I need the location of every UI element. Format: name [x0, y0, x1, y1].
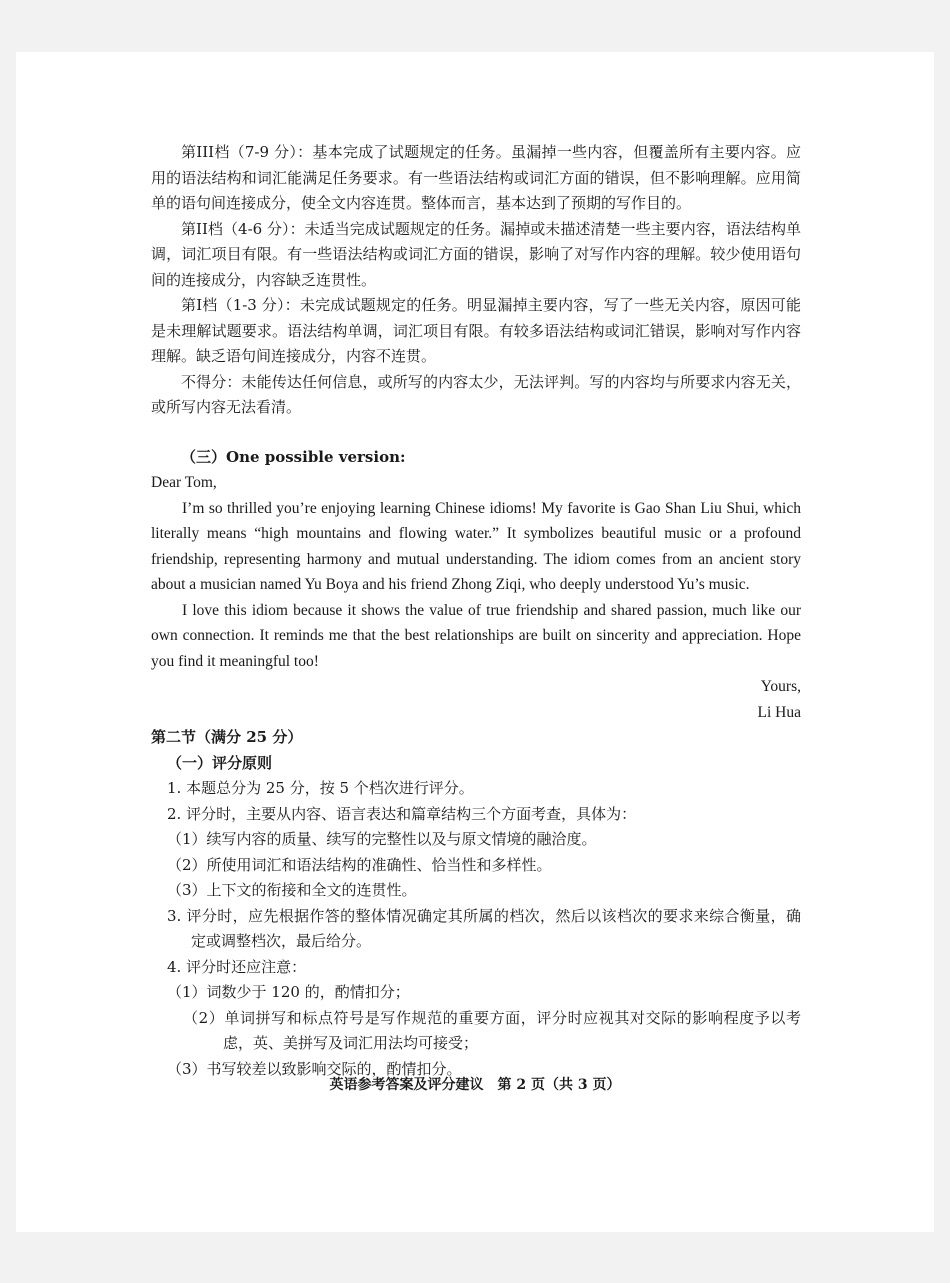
rule-subitem: （1）续写内容的质量、续写的完整性以及与原文情境的融洽度。 [167, 830, 597, 848]
document-page [16, 52, 934, 1232]
grading-band-2: 第II档（4-6 分）：未适当完成试题规定的任务。漏掉或未描述清楚一些主要内容，语法结构单调，词汇项目有限。有一些语法结构或词汇方面的错误，影响了对写作内容的理解。较少使用语句间的连接成分，内容缺乏连贯性。 [151, 219, 801, 289]
grading-band-0: 不得分：未能传达任何信息，或所写的内容太少，无法评判。写的内容均与所要求内容无关，或所写内容无法看清。 [151, 372, 801, 416]
letter-paragraph-2: I love this idiom because it shows the value of true friendship and shared passion, much like our own connection. It reminds me that the best relationships are built on sincerity and appreciation. Hope you find it meaningful too! [151, 601, 801, 670]
rule-item: 4. 评分时还应注意： [167, 957, 307, 976]
letter-paragraph-1: I’m so thrilled you’re enjoying learning Chinese idioms! My favorite is Gao Shan Liu Shui, which literally means “high mountains and flowing water.” It symbolizes beautiful music or a profound friendship, representing harmony and mutual understanding. The idiom comes from an ancient story about a musician named Yu Boya and his friend Zhong Ziqi, who deeply understood Yu’s music. [151, 499, 801, 593]
rule-subitem: （3）上下文的衔接和全文的连贯性。 [167, 881, 417, 899]
rule-item: 1. 本题总分为 25 分，按 5 个档次进行评分。 [167, 779, 474, 797]
section-2-subtitle: （一）评分原则 [167, 753, 273, 772]
rule-item: 3. 评分时，应先根据作答的整体情况确定其所属的档次，然后以该档次的要求来综合衡量，确定或调整档次，最后给分。 [167, 906, 801, 950]
rule-subitem: （2）单词拼写和标点符号是写作规范的重要方面，评分时应视其对交际的影响程度予以考虑，英、美拼写及词汇用法均可接受； [183, 1008, 801, 1052]
page-content [151, 140, 801, 1082]
rule-item: 2. 评分时，主要从内容、语言表达和篇章结构三个方面考查，具体为： [167, 804, 637, 823]
grading-band-1: 第I档（1-3 分）：未完成试题规定的任务。明显漏掉主要内容，写了一些无关内容，原因可能是未理解试题要求。语法结构单调，词汇项目有限。有较多语法结构或词汇错误，影响对写作内容理解。缺乏语句间连接成分，内容不连贯。 [151, 296, 801, 365]
rule-subitem: （3）书写较差以致影响交际的，酌情扣分。 [167, 1059, 462, 1078]
letter-greeting: Dear Tom, [151, 474, 217, 491]
grading-band-3: 第III档（7-9 分）：基本完成了试题规定的任务。虽漏掉一些内容，但覆盖所有主要内容。应用的语法结构和词汇能满足任务要求。有一些语法结构或词汇方面的错误，但不影响理解。应用简单的语句间连接成分，使全文内容连贯。整体而言，基本达到了预期的写作目的。 [151, 143, 801, 212]
letter-closing: Yours, [760, 678, 801, 695]
section-2-title: 第二节（满分 25 分） [151, 728, 303, 746]
rule-subitem: （1）词数少于 120 的，酌情扣分； [167, 983, 410, 1001]
sample-heading: （三）One possible version: [181, 447, 406, 466]
rule-subitem: （2）所使用词汇和语法结构的准确性、恰当性和多样性。 [167, 855, 552, 874]
letter-signature: Li Hua [757, 703, 801, 721]
page-footer: 英语参考答案及评分建议 第 2 页（共 3 页） [329, 1077, 621, 1093]
